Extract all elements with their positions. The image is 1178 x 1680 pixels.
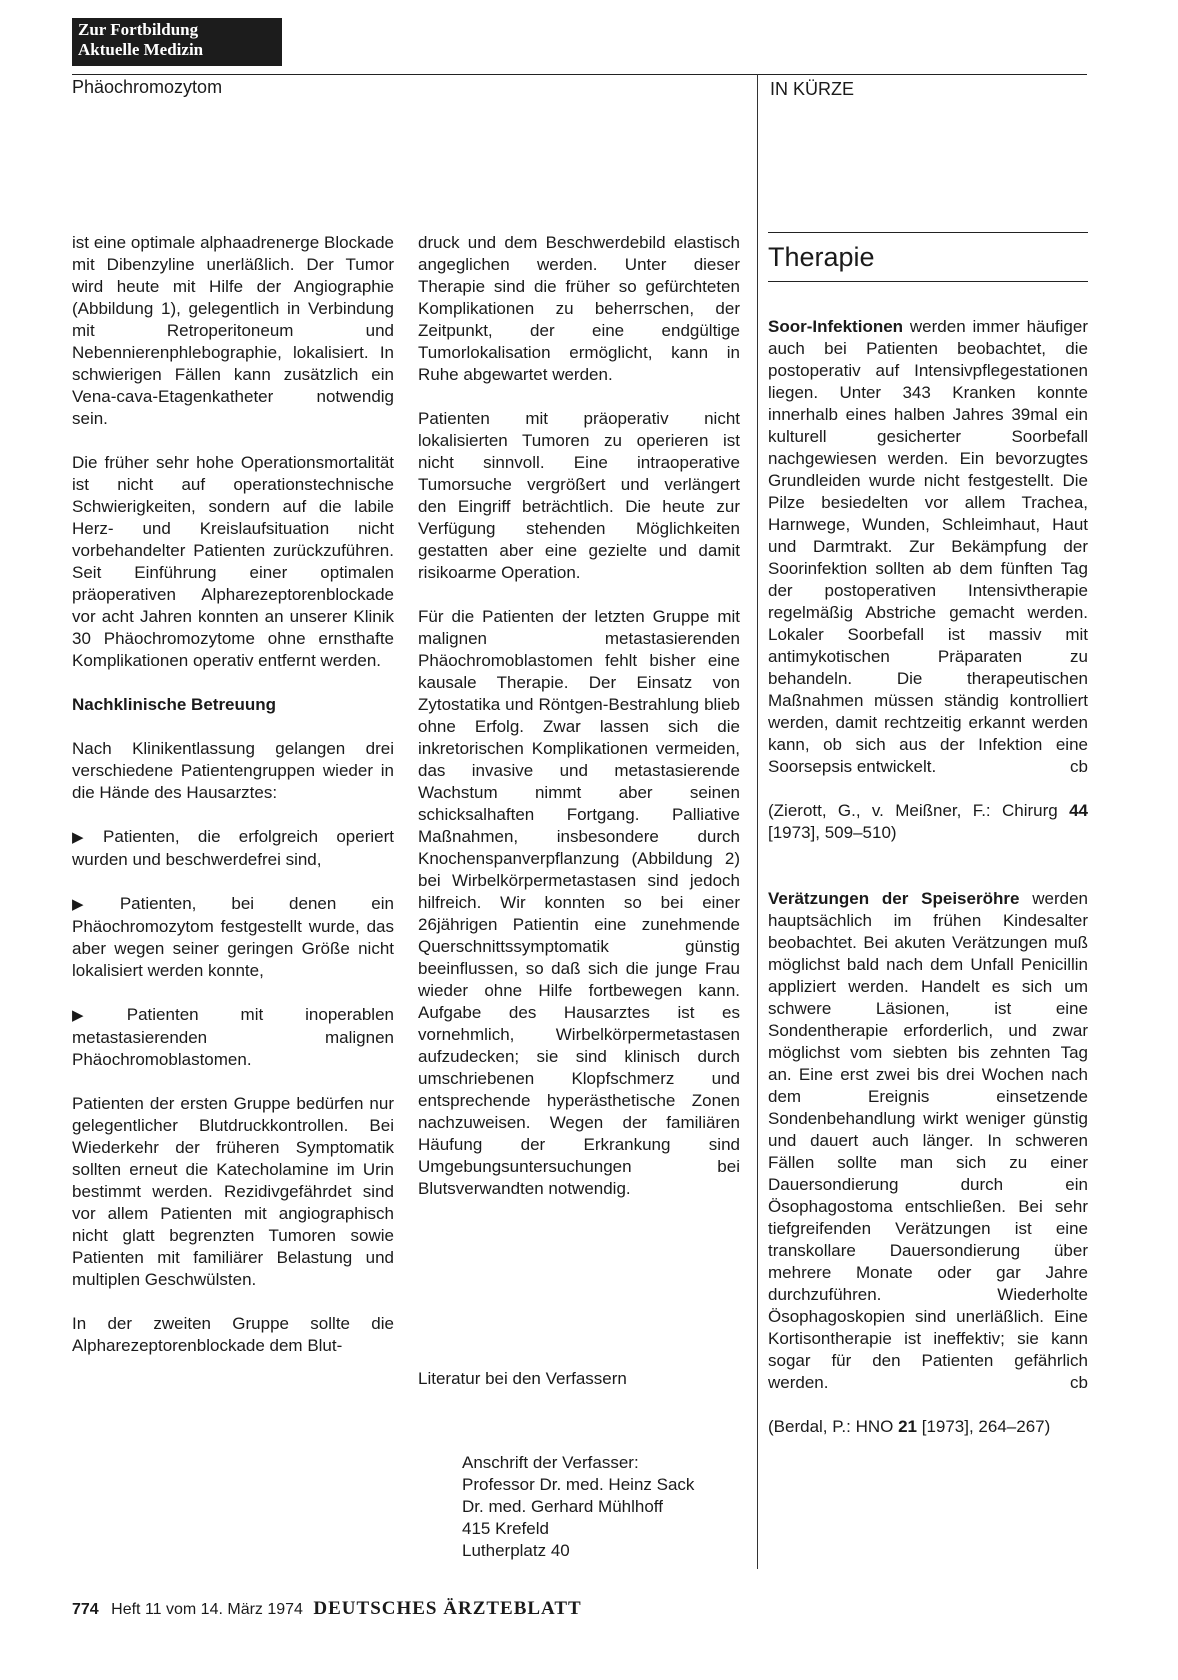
paragraph: ist eine optimale alphaadrenerge Blockade mit Dibenzyline unerläßlich. Der Tumor wird heute mit Hilfe der Angiographie (Abbildung 1), gelegentlich in Verbindung mit Retroperitoneum und Nebennierenphlebographie, lokalisiert. In schwierigen Fällen kann zusätzlich ein Vena-cava-Etagenkatheter notwendig sein. [72,233,394,428]
page-footer [72,1598,582,1620]
triangle-bullet-icon: ▶ [72,1007,121,1024]
article-soor [768,316,1088,778]
author-initials: cb [1070,1373,1088,1392]
page-number: 774 [72,1601,99,1618]
article-text: werden hauptsächlich im frühen Kindesalter beobachtet. Bei akuten Verätzungen muß möglichst bald nach dem Unfall Penicillin appliziert werden. Handelt es sich um schwere Läsionen, ist eine Sondentherapie erforderlich, und zwar möglichst vom siebten bis zehnten Tag an. Eine erst zwei bis drei Wochen nach dem Ereignis einsetzende Sondenbehandlung wirkt weniger günstig und dauert auch länger. In schweren Fällen sollte man sich zu einer Dauersondierung durch ein Ösophagostoma entschließen. Bei sehr tiefgreifenden Verätzungen ist eine transkollare Dauersondierung über mehrere Monate oder gar Jahre durchzuführen. Wiederholte Ösophagoskopien sind unerläßlich. Eine Kortisontherapie ist ineffektiv; sie kann sogar für den Patienten gefährlich werden. [768,889,1088,1392]
literature-note: Literatur bei den Verfassern [418,1369,627,1388]
paragraph: In der zweiten Gruppe sollte die Alpharezeptorenblockade dem Blut- [72,1314,394,1355]
paragraph: Für die Patienten der letzten Gruppe mit malignen metastasierenden Phäochromoblastomen fehlt bisher eine kausale Therapie. Der Einsatz von Zytostatika und Röntgen-Bestrahlung blieb ohne Erfolg. Zwar lassen sich die inkretorischen Komplikationen vermeiden, das invasive und metastasierende Wachstum nimmt aber seinen schicksalhaften Fortgang. Palliative Maßnahmen, insbesondere durch Knochenspanverpflanzung (Abbildung 2) bei Wirbelkörpermetastasen sind jedoch hilfreich. Wir konnten so bei einer 26jährigen Patientin eine zunehmende Querschnittssymptomatik günstig beeinflussen, so daß sich die junge Frau wieder ohne Hilfe fortbewegen kann. Aufgabe des Hausarztes ist es vornehmlich, Wirbelkörpermetastasen aufzudecken; sie sind klinisch durch umschriebenen Klopfschmerz und entsprechende hyperästhetische Zonen nachzuweisen. Wegen der familiären Häufung der Erkrankung sind Umgebungsuntersuchungen bei Blutsverwandten notwendig. [418,607,740,1198]
author-initials: cb [1070,757,1088,776]
running-title: Phäochromozytom [72,77,223,97]
volume: 44 [1069,801,1088,820]
triangle-bullet-icon: ▶ [72,896,114,913]
section-header-box [72,18,282,66]
triangle-bullet-icon: ▶ [72,829,98,846]
address-line: Anschrift der Verfasser: [462,1453,639,1472]
address-line: Professor Dr. med. Heinz Sack [462,1475,695,1494]
article-lead: Soor-Infektionen [768,317,904,336]
section-label: IN KÜRZE [770,79,855,99]
column-divider [757,74,758,1569]
paragraph: druck und dem Beschwerdebild elastisch angeglichen werden. Unter dieser Therapie sind die früher so gefürchteten Komplikationen zu beherrschen, der Zeitpunkt, der eine endgültige Tumorlokalisation ermöglicht, kann in Ruhe abgewartet werden. [418,233,740,384]
volume: 21 [898,1417,917,1436]
reference: (Berdal, P.: HNO 21 [1973], 264–267) [768,1417,1051,1436]
issue-info: Heft 11 vom 14. März 1974 [111,1601,303,1618]
bullet-item: ▶ Patienten, die erfolgreich operiert wurden und beschwerdefrei sind, [72,827,394,869]
bullet-item: ▶ Patienten mit inoperablen metastasierenden malignen Phäochromoblastomen. [72,1005,394,1069]
column-2 [418,232,740,1222]
bullet-item: ▶ Patienten, bei denen ein Phäochromozytom festgestellt wurde, das aber wegen seiner geringen Größe nicht lokalisiert werden konnte, [72,894,394,980]
column-1 [72,232,394,1379]
magazine-name: DEUTSCHES ÄRZTEBLATT [313,1598,582,1619]
author-address [462,1452,694,1562]
paragraph: Patienten mit präoperativ nicht lokalisierten Tumoren zu operieren ist nicht sinnvoll. Eine intraoperative Tumorsuche vergrößert und verlängert den Eingriff beträchtlich. Die heute zur Verfügung stehenden Möglichkeiten gestatten aber eine gezielte und damit risikoarme Operation. [418,409,740,582]
header-line-2: Aktuelle Medizin [78,40,204,59]
column-3 [768,232,1088,1460]
paragraph: Nach Klinikentlassung gelangen drei verschiedene Patientengruppen wieder in die Hände des Hausarztes: [72,739,394,802]
title-rule-top [768,232,1088,233]
title-rule-bottom [768,281,1088,282]
address-line: 415 Krefeld [462,1519,549,1538]
paragraph: Die früher sehr hohe Operationsmortalität ist nicht auf operationstechnische Schwierigkeiten, sondern auf die labile Herz- und Kreislaufsituation nicht vorbehandelter Patienten zurückzuführen. Seit Einführung einer optimalen präoperativen Alpharezeptorenblockade vor acht Jahren konnten an unserer Klinik 30 Phäochromozytome ohne ernsthafte Komplikationen operativ entfernt werden. [72,453,394,670]
article-veraetzung [768,888,1088,1394]
header-line-1: Zur Fortbildung [78,20,199,39]
paragraph: Patienten der ersten Gruppe bedürfen nur gelegentlicher Blutdruckkontrollen. Bei Wiederkehr der früheren Symptomatik sollten erneut die Katecholamine im Urin bestimmt werden. Rezidivgefährdet sind vor allem Patienten mit angiographisch nicht glatt begrenzten Tumoren sowie Patienten mit familiärer Belastung und multiplen Geschwülsten. [72,1094,394,1289]
section-title: Therapie [768,242,875,272]
subheading: Nachklinische Betreuung [72,695,277,714]
address-line: Lutherplatz 40 [462,1541,570,1560]
address-line: Dr. med. Gerhard Mühlhoff [462,1497,663,1516]
top-rule [72,74,1087,75]
article-lead: Verätzungen der Speiseröhre [768,889,1020,908]
article-text: werden immer häufiger auch bei Patienten beobachtet, die postoperativ auf Intensivpflegestationen liegen. Unter 343 Kranken konnte innerhalb eines halben Jahres 39mal ein kulturell gesicherter Soorbefall nachgewiesen werden. Ein bevorzugtes Grundleiden wurde nicht festgestellt. Die Pilze besiedelten vor allem Trachea, Harnwege, Wunden, Schleimhaut, Haut und Darmtrakt. Zur Bekämpfung der Soorinfektion sollten ab dem fünften Tag der postoperativen Intensivtherapie regelmäßig Abstriche gemacht werden. Lokaler Soorbefall ist massiv mit antimykotischen Präparaten zu behandeln. Die therapeutischen Maßnahmen müssen ständig kontrolliert werden, damit rechtzeitig erkannt werden kann, ob sich aus der Infektion eine Soorsepsis entwickelt. [768,317,1088,776]
reference: (Zierott, G., v. Meißner, F.: Chirurg 44 [1973], 509–510) [768,801,1088,842]
